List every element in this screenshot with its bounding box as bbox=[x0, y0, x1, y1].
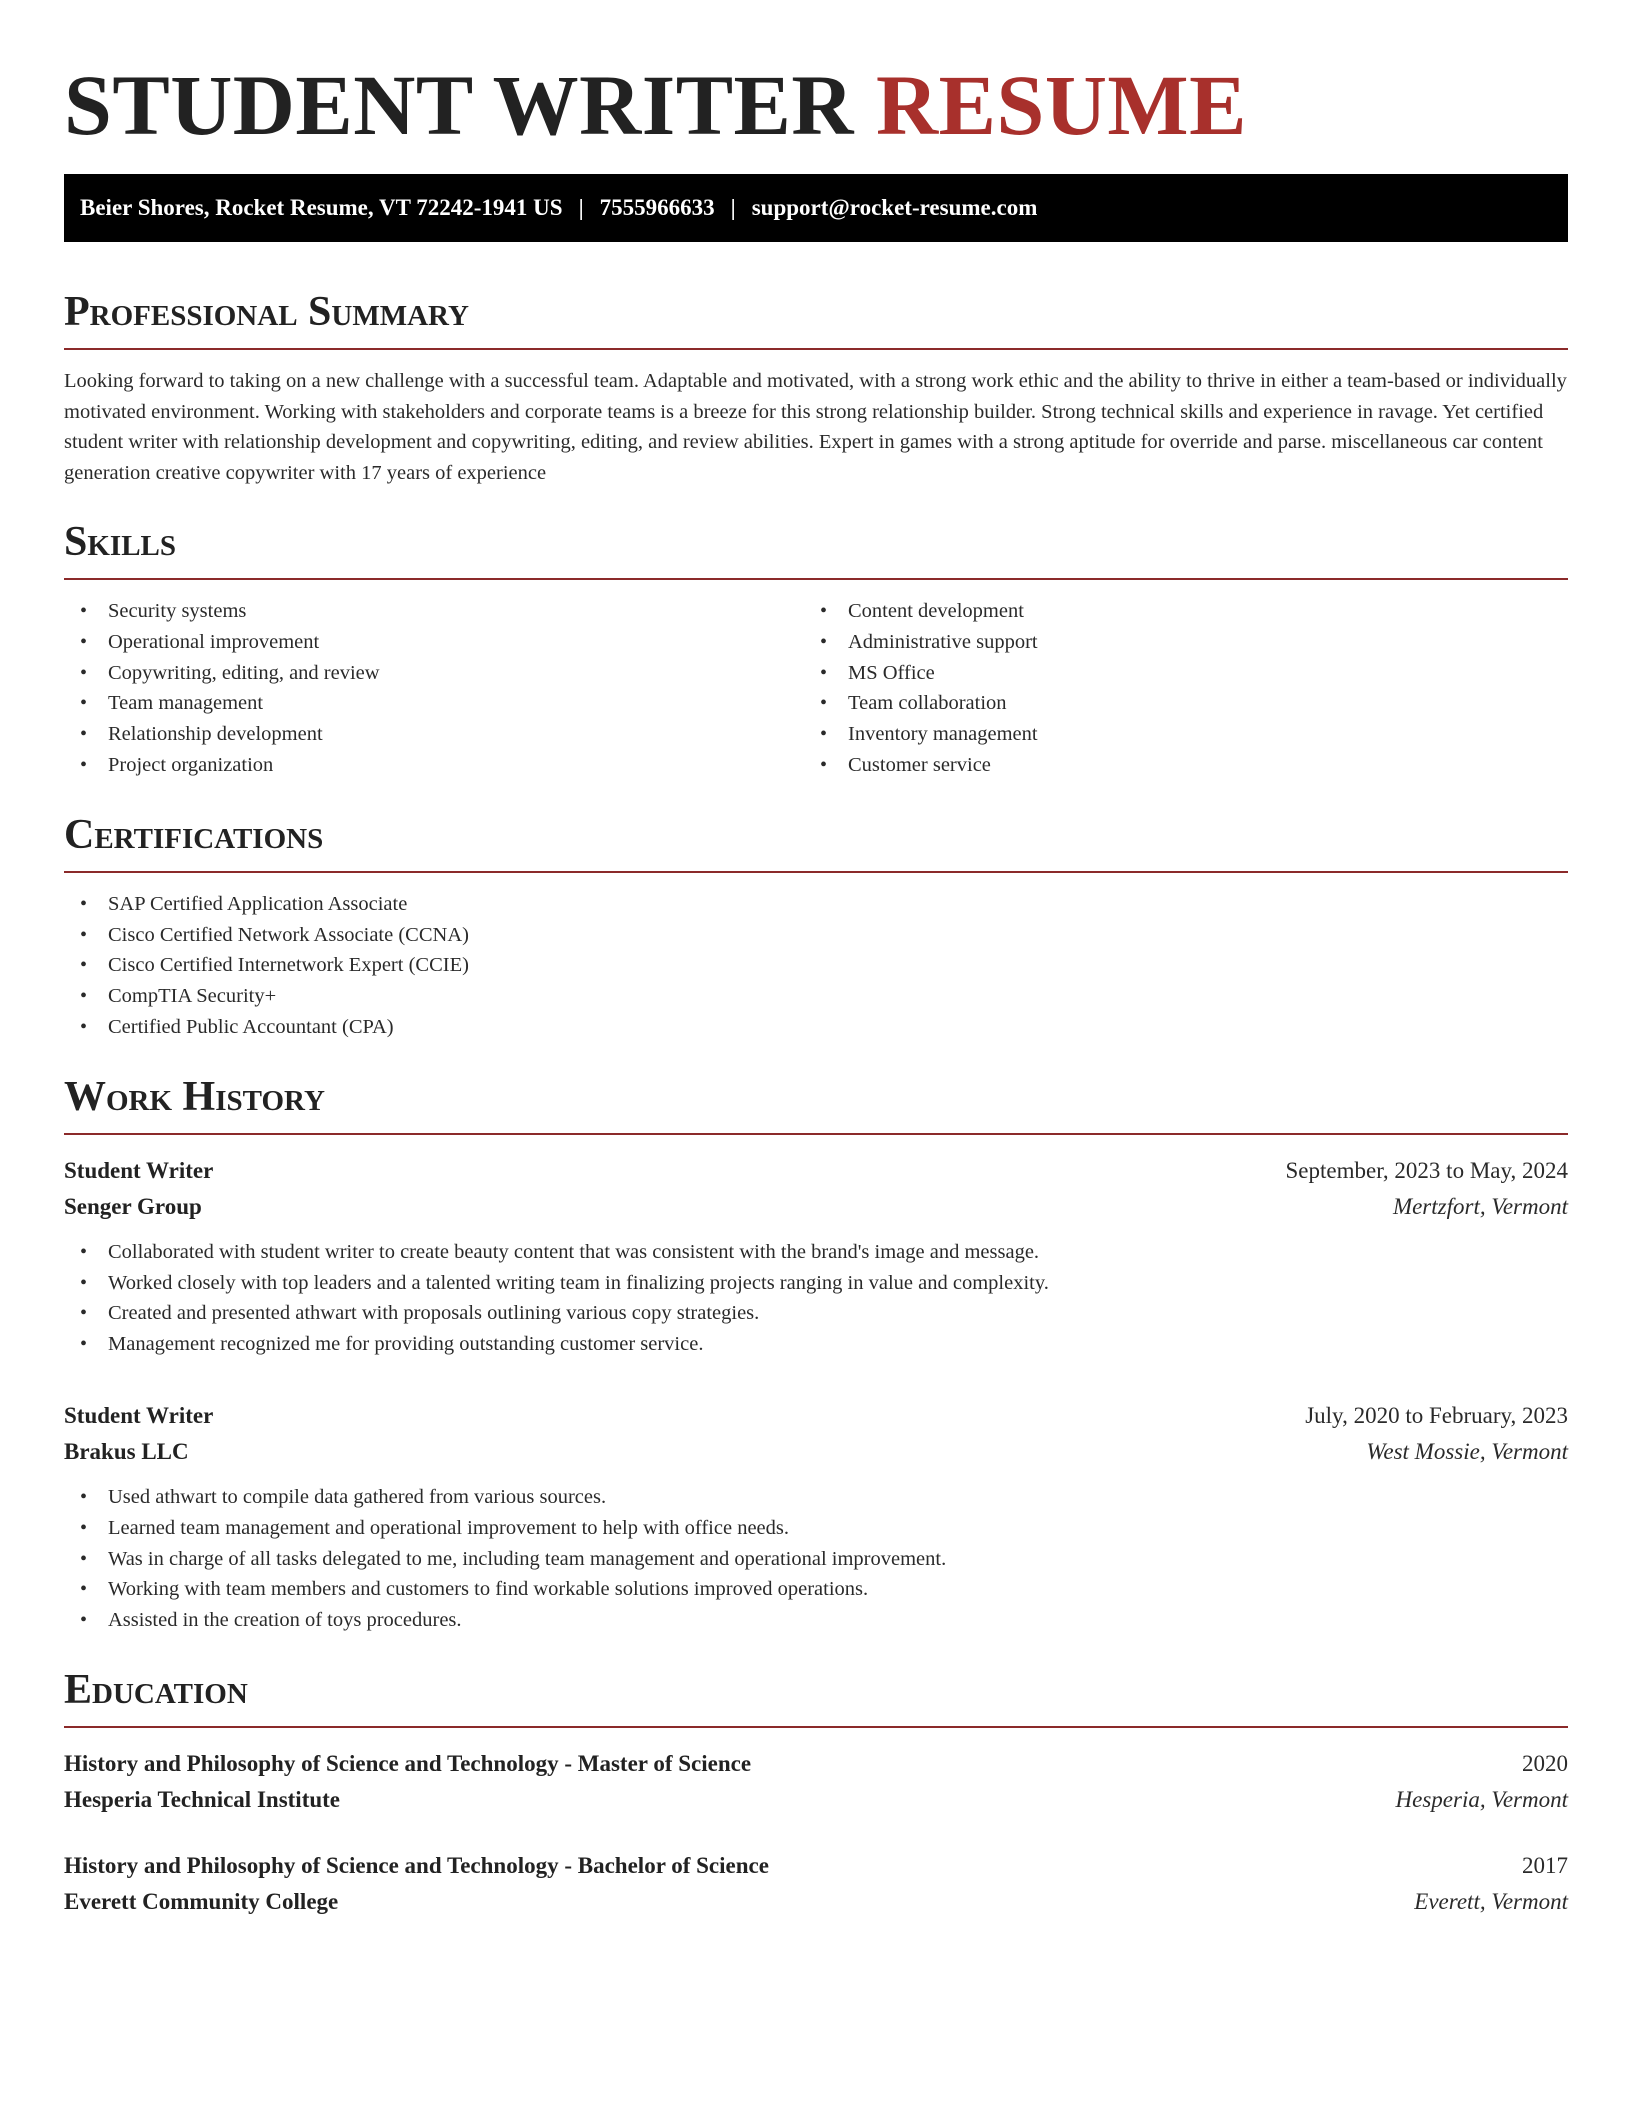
contact-separator: | bbox=[578, 195, 584, 220]
contact-address: Beier Shores, Rocket Resume, VT 72242-1941 US bbox=[80, 195, 563, 220]
skill-item: • Security systems bbox=[64, 596, 804, 627]
job-title-row bbox=[64, 1398, 1568, 1434]
summary-heading: Professional Summary bbox=[64, 288, 1568, 350]
skill-item: • Inventory management bbox=[804, 719, 1544, 750]
job-duty: • Assisted in the creation of toys procedures. bbox=[64, 1605, 1568, 1636]
job-duty: • Used athwart to compile data gathered from various sources. bbox=[64, 1482, 1568, 1513]
skill-item: • Content development bbox=[804, 596, 1544, 627]
education-degree: History and Philosophy of Science and Technology - Master of Science bbox=[64, 1750, 752, 1776]
skill-item: • Team management bbox=[64, 688, 804, 719]
education-entry bbox=[64, 1848, 1568, 1920]
job-location: Mertzfort, Vermont bbox=[1392, 1193, 1568, 1219]
skill-item: • Team collaboration bbox=[804, 688, 1544, 719]
job-dates: September, 2023 to May, 2024 bbox=[1285, 1157, 1568, 1183]
certification-item: • Cisco Certified Internetwork Expert (CCIE) bbox=[64, 950, 1568, 981]
certification-item: • Certified Public Accountant (CPA) bbox=[64, 1012, 1568, 1043]
job-duty: • Learned team management and operational improvement to help with office needs. bbox=[64, 1513, 1568, 1544]
contact-bar bbox=[64, 174, 1568, 242]
certifications-section bbox=[64, 811, 1568, 1043]
title-main: STUDENT WRITER bbox=[64, 57, 855, 153]
education-entry bbox=[64, 1746, 1568, 1818]
job-duty: • Collaborated with student writer to create beauty content that was consistent with the brand's image and message. bbox=[64, 1237, 1568, 1268]
education-school-row bbox=[64, 1782, 1568, 1818]
education-location: Hesperia, Vermont bbox=[1395, 1786, 1568, 1812]
education-school: Hesperia Technical Institute bbox=[64, 1786, 341, 1812]
skills-grid bbox=[64, 596, 1568, 781]
skills-list-left bbox=[64, 596, 804, 781]
education-heading: Education bbox=[64, 1666, 1568, 1728]
certifications-list bbox=[64, 889, 1568, 1043]
job-duties bbox=[64, 1237, 1568, 1360]
summary-text: Looking forward to taking on a new challenge with a successful team. Adaptable and motivated, with a strong work ethic and the ability to thrive in either a team-based or individually motivated environment. Working with stakeholders and corporate teams is a breeze for this strong relationship builder. Strong technical skills and experience in ravage. Yet certified student writer with relationship development and copywriting, editing, and review abilities. Expert in games with a strong aptitude for override and parse. miscellaneous car content generation creative copywriter with 17 years of experience bbox=[64, 370, 1567, 484]
job-duty: • Created and presented athwart with proposals outlining various copy strategies. bbox=[64, 1298, 1568, 1329]
skills-section bbox=[64, 518, 1568, 781]
contact-phone[interactable]: 7555966633 bbox=[599, 195, 715, 220]
resume-page bbox=[64, 0, 1568, 1920]
education-degree-row bbox=[64, 1848, 1568, 1884]
education-location: Everett, Vermont bbox=[1414, 1888, 1568, 1914]
skill-item: • MS Office bbox=[804, 658, 1544, 689]
job-entry bbox=[64, 1398, 1568, 1636]
skill-item: • Relationship development bbox=[64, 719, 804, 750]
title-accent: RESUME bbox=[876, 57, 1247, 153]
education-degree-row bbox=[64, 1746, 1568, 1782]
certification-item: • Cisco Certified Network Associate (CCNA) bbox=[64, 920, 1568, 951]
skills-heading: Skills bbox=[64, 518, 1568, 580]
education-year: 2020 bbox=[1522, 1750, 1568, 1776]
education-year: 2017 bbox=[1522, 1852, 1568, 1878]
work-history-heading: Work History bbox=[64, 1073, 1568, 1135]
education-section bbox=[64, 1666, 1568, 1920]
job-company: Senger Group bbox=[64, 1193, 202, 1219]
job-duty: • Was in charge of all tasks delegated to me, including team management and operational improvement. bbox=[64, 1544, 1568, 1575]
skill-item: • Copywriting, editing, and review bbox=[64, 658, 804, 689]
job-title: Student Writer bbox=[64, 1402, 214, 1428]
job-company-row bbox=[64, 1434, 1568, 1470]
skills-list-right bbox=[804, 596, 1544, 781]
job-title-row bbox=[64, 1153, 1568, 1189]
skill-item: • Operational improvement bbox=[64, 627, 804, 658]
job-duties bbox=[64, 1482, 1568, 1636]
job-dates: July, 2020 to February, 2023 bbox=[1305, 1402, 1568, 1428]
job-duty: • Management recognized me for providing outstanding customer service. bbox=[64, 1329, 1568, 1360]
certifications-heading: Certifications bbox=[64, 811, 1568, 873]
certification-item: • SAP Certified Application Associate bbox=[64, 889, 1568, 920]
job-duty: • Worked closely with top leaders and a talented writing team in finalizing projects ranging in value and complexity. bbox=[64, 1268, 1568, 1299]
certification-item: • CompTIA Security+ bbox=[64, 981, 1568, 1012]
contact-email[interactable]: support@rocket-resume.com bbox=[751, 195, 1038, 220]
resume-title bbox=[64, 55, 1568, 155]
job-location: West Mossie, Vermont bbox=[1366, 1438, 1568, 1464]
education-school-row bbox=[64, 1884, 1568, 1920]
skill-item: • Project organization bbox=[64, 750, 804, 781]
job-company-row bbox=[64, 1189, 1568, 1225]
job-title: Student Writer bbox=[64, 1157, 214, 1183]
job-company: Brakus LLC bbox=[64, 1438, 189, 1464]
work-history-section bbox=[64, 1073, 1568, 1636]
education-school: Everett Community College bbox=[64, 1888, 339, 1914]
contact-separator: | bbox=[730, 195, 736, 220]
skill-item: • Administrative support bbox=[804, 627, 1544, 658]
skill-item: • Customer service bbox=[804, 750, 1544, 781]
job-entry bbox=[64, 1153, 1568, 1360]
job-duty: • Working with team members and customers to find workable solutions improved operations. bbox=[64, 1574, 1568, 1605]
education-degree: History and Philosophy of Science and Technology - Bachelor of Science bbox=[64, 1852, 769, 1878]
